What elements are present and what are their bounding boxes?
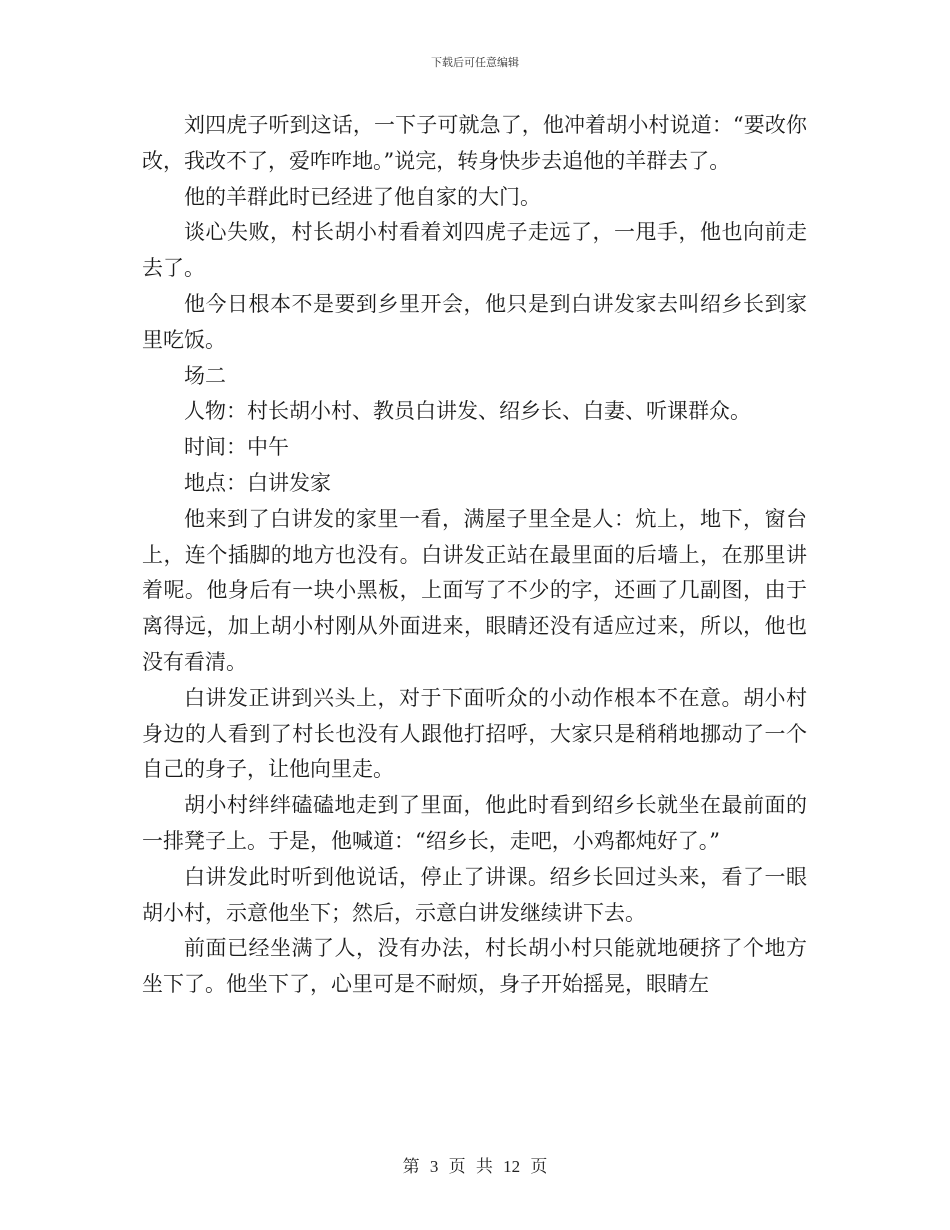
- scene-characters: 人物：村长胡小村、教员白讲发、绍乡长、白妻、听课群众。: [184, 399, 751, 424]
- footer-ye: 页: [530, 1157, 548, 1176]
- scene-location: 地点：白讲发家: [184, 470, 331, 495]
- document-body: [142, 108, 807, 1003]
- footer-gong: 共: [475, 1157, 493, 1176]
- footer-di: 第: [402, 1157, 420, 1176]
- paragraph: 刘四虎子听到这话，一下子可就急了，他冲着胡小村说道：“要改你改，我改不了，爱咋咋地。”说完，转身快步去追他的羊群去了。: [142, 113, 807, 173]
- paragraph: 谈心失败，村长胡小村看着刘四虎子走远了，一甩手，他也向前走去了。: [142, 220, 807, 281]
- scene-time: 时间：中午: [184, 435, 289, 460]
- footer-total-pages: 12: [503, 1157, 521, 1176]
- page-header: 下载后可任意编辑: [431, 56, 519, 69]
- paragraph: 他的羊群此时已经进了他自家的大门。: [184, 184, 541, 209]
- paragraph: 前面已经坐满了人，没有办法，村长胡小村只能就地硬挤了个地方坐下了。他坐下了，心里可是不耐烦，身子开始摇晃，眼睛左: [142, 936, 807, 997]
- paragraph: 他来到了白讲发的家里一看，满屋子里全是人：炕上，地下，窗台上，连个插脚的地方也没有。白讲发正站在最里面的后墙上，在那里讲着呢。他身后有一块小黑板，上面写了不少的字，还画了几副图，由于离得远，加上胡小村刚从外面进来，眼睛还没有适应过来，所以，他也没有看清。: [142, 506, 807, 674]
- page-footer: [0, 1152, 950, 1177]
- scene-heading: 场二: [184, 363, 226, 388]
- paragraph: 白讲发正讲到兴头上，对于下面听众的小动作根本不在意。胡小村身边的人看到了村长也没有人跟他打招呼，大家只是稍稍地挪动了一个自己的身子，让他向里走。: [142, 685, 807, 782]
- paragraph: 白讲发此时听到他说话，停止了讲课。绍乡长回过头来，看了一眼胡小村，示意他坐下；然后，示意白讲发继续讲下去。: [142, 864, 807, 925]
- paragraph: 他今日根本不是要到乡里开会，他只是到白讲发家去叫绍乡长到家里吃饭。: [142, 291, 807, 352]
- paragraph: 胡小村绊绊磕磕地走到了里面，他此时看到绍乡长就坐在最前面的一排凳子上。于是，他喊道：“绍乡长，走吧，小鸡都炖好了。”: [142, 793, 807, 853]
- footer-ye: 页: [448, 1157, 466, 1176]
- footer-page-number: 3: [429, 1157, 439, 1176]
